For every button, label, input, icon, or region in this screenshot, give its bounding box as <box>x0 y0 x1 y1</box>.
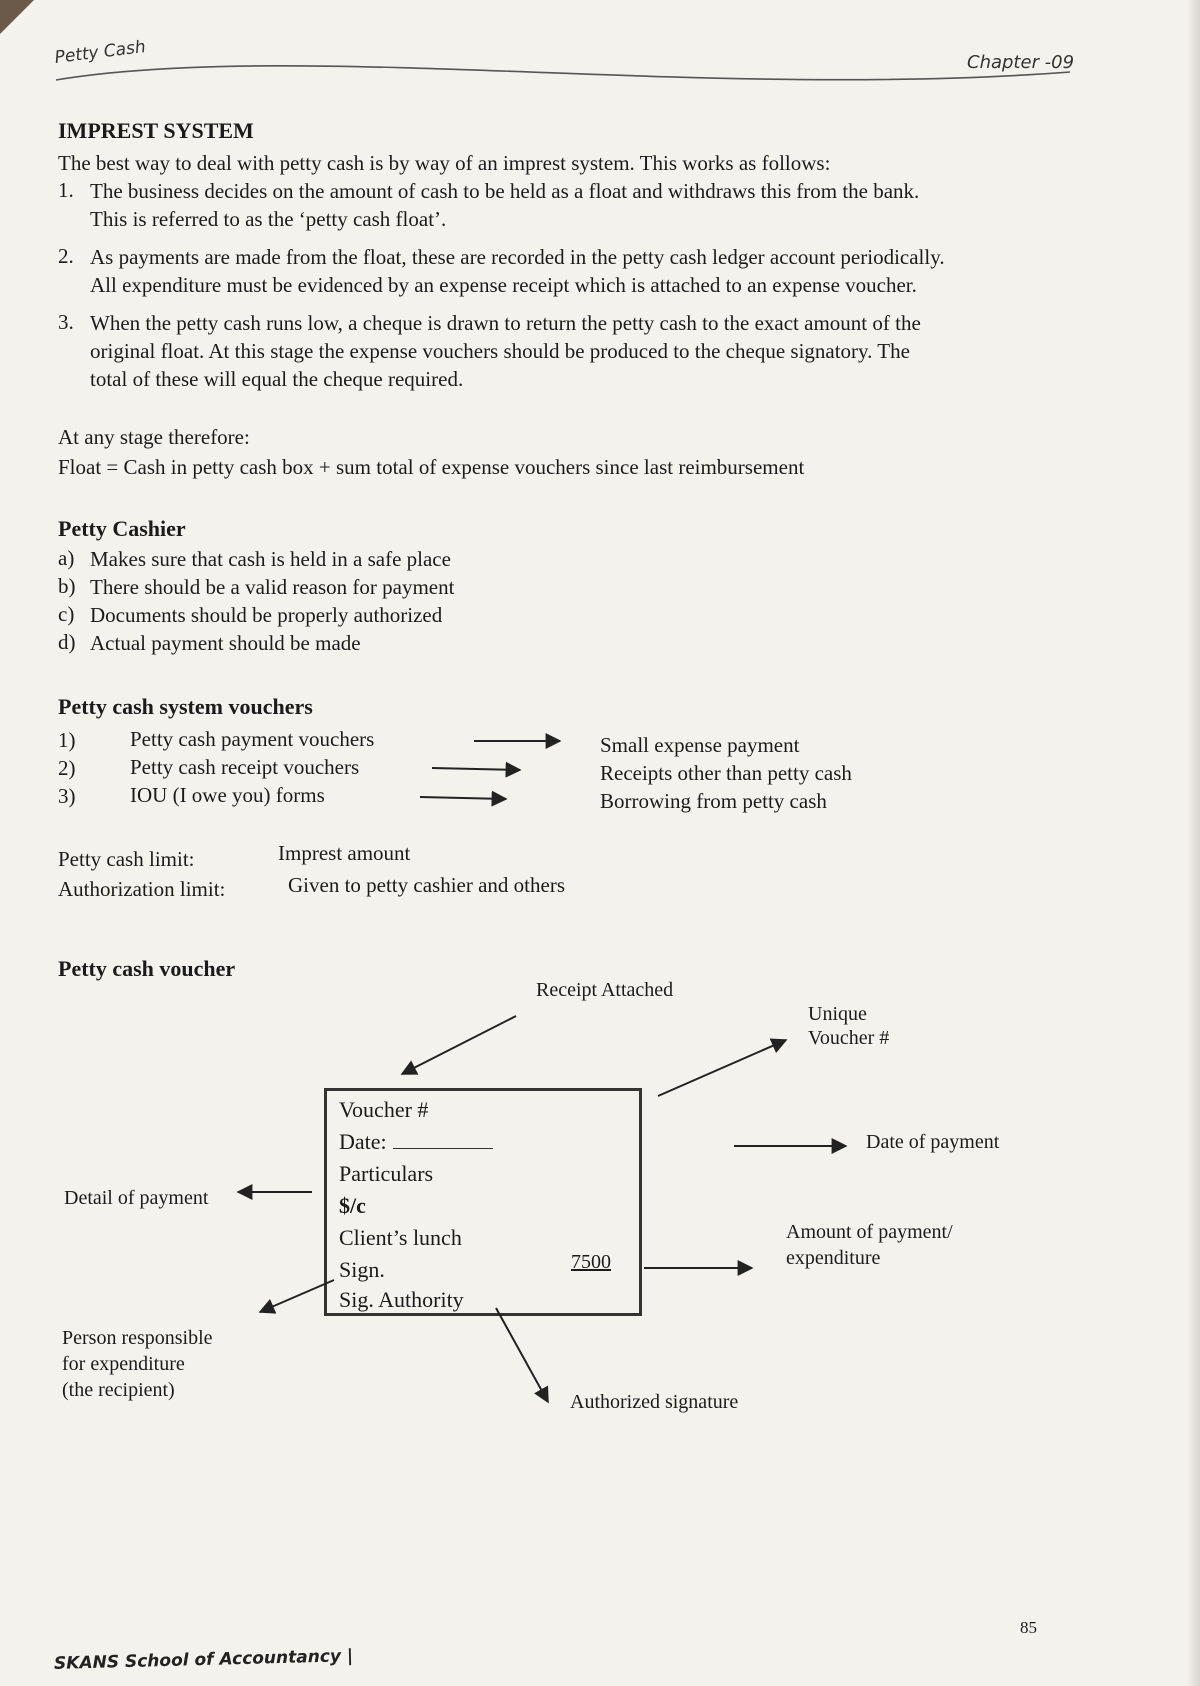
note-person-line-2: for expenditure <box>62 1353 185 1375</box>
imprest-intro: The best way to deal with petty cash is by way of an imprest system. This works as follows: <box>58 151 831 175</box>
imprest-item-1-number: 1. <box>58 178 74 202</box>
authorization-limit-label: Authorization limit: <box>58 877 226 901</box>
note-unique-line-2: Voucher # <box>808 1027 890 1049</box>
voucher-date-field <box>339 1129 493 1155</box>
arrow-unique-voucher <box>658 1040 786 1096</box>
note-unique-line-1: Unique <box>808 1003 867 1025</box>
arrow-person-responsible <box>260 1280 334 1312</box>
petty-cash-voucher-box <box>324 1088 642 1316</box>
petty-cash-limit-label: Petty cash limit: <box>58 847 195 871</box>
cashier-item-d-number: d) <box>58 630 76 654</box>
cashier-item-b-number: b) <box>58 574 76 598</box>
note-authorized-signature: Authorized signature <box>570 1391 739 1413</box>
note-amount-line-1: Amount of payment/ <box>786 1221 953 1243</box>
imprest-item-2-line-2: All expenditure must be evidenced by an expense receipt which is attached to an expense voucher. <box>90 273 917 297</box>
voucher-sign-label: Sign. <box>339 1257 385 1282</box>
note-receipt-attached: Receipt Attached <box>536 979 674 1001</box>
note-person-line-1: Person responsible <box>62 1327 213 1349</box>
authorization-limit-value: Given to petty cashier and others <box>288 873 565 897</box>
arrow-receipt-voucher <box>432 768 520 770</box>
cashier-item-a-text: Makes sure that cash is held in a safe place <box>90 547 451 571</box>
imprest-item-2-line-1: As payments are made from the float, these are recorded in the petty cash ledger account periodically. <box>90 245 945 269</box>
voucher-detail-text: Client’s lunch <box>339 1225 462 1250</box>
cashier-item-d-text: Actual payment should be made <box>90 631 361 655</box>
imprest-item-3-line-2: original float. At this stage the expense vouchers should be produced to the cheque signatory. The <box>90 339 910 363</box>
voucher-type-3-result: Borrowing from petty cash <box>600 789 827 813</box>
imprest-item-1-line-1: The business decides on the amount of cash to be held as a float and withdraws this from the bank. <box>90 179 920 203</box>
imprest-float-formula: Float = Cash in petty cash box + sum total of expense vouchers since last reimbursement <box>58 455 805 479</box>
voucher-date-label: Date: <box>339 1129 387 1154</box>
imprest-item-2-number: 2. <box>58 244 74 268</box>
arrow-authorized-signature <box>496 1308 548 1402</box>
page-number: 85 <box>1020 1618 1037 1637</box>
imprest-item-3-line-3: total of these will equal the cheque required. <box>90 367 464 391</box>
imprest-item-3-line-1: When the petty cash runs low, a cheque is drawn to return the petty cash to the exact amount of the <box>90 311 921 335</box>
vouchers-heading: Petty cash system vouchers <box>58 694 313 719</box>
voucher-type-2-number: 2) <box>58 756 76 780</box>
voucher-amount: 7500 <box>571 1251 611 1273</box>
imprest-heading: IMPREST SYSTEM <box>58 118 254 143</box>
voucher-account-label: $/c <box>339 1193 366 1218</box>
header-chapter-number: Chapter -09 <box>967 52 1075 73</box>
voucher-particulars-label: Particulars <box>339 1161 434 1186</box>
voucher-date-blank <box>393 1148 493 1149</box>
cashier-item-a-number: a) <box>58 546 75 570</box>
arrow-iou-form <box>420 797 506 799</box>
voucher-type-1-text: Petty cash payment vouchers <box>130 727 375 751</box>
voucher-type-2-text: Petty cash receipt vouchers <box>130 755 360 779</box>
voucher-type-1-number: 1) <box>58 728 76 752</box>
cashier-item-c-text: Documents should be properly authorized <box>90 603 443 627</box>
voucher-type-3-number: 3) <box>58 784 76 808</box>
note-person-line-3: (the recipient) <box>62 1379 175 1401</box>
note-date-of-payment: Date of payment <box>866 1131 1000 1153</box>
voucher-diagram-heading: Petty cash voucher <box>58 956 236 981</box>
voucher-number-field: Voucher # <box>339 1097 429 1122</box>
note-amount-line-2: expenditure <box>786 1247 881 1269</box>
header-chapter-title: Petty Cash <box>53 37 147 68</box>
petty-cash-limit-value: Imprest amount <box>278 841 411 865</box>
voucher-sig-authority-label: Sig. Authority <box>339 1287 464 1312</box>
imprest-item-1-line-2: This is referred to as the ‘petty cash float’. <box>90 207 447 231</box>
voucher-type-1-result: Small expense payment <box>600 733 800 757</box>
voucher-type-2-result: Receipts other than petty cash <box>600 761 852 785</box>
cashier-item-c-number: c) <box>58 602 75 626</box>
cashier-item-b-text: There should be a valid reason for payment <box>90 575 455 599</box>
footer-school-name: SKANS School of Accountancy | <box>53 1646 354 1674</box>
imprest-stage-text: At any stage therefore: <box>58 425 250 449</box>
note-detail-of-payment: Detail of payment <box>64 1187 209 1209</box>
page-edge-shadow <box>1186 0 1200 1686</box>
arrow-receipt-attached <box>402 1016 516 1074</box>
voucher-type-3-text: IOU (I owe you) forms <box>130 783 325 807</box>
imprest-item-3-number: 3. <box>58 310 74 334</box>
cashier-heading: Petty Cashier <box>58 516 186 541</box>
